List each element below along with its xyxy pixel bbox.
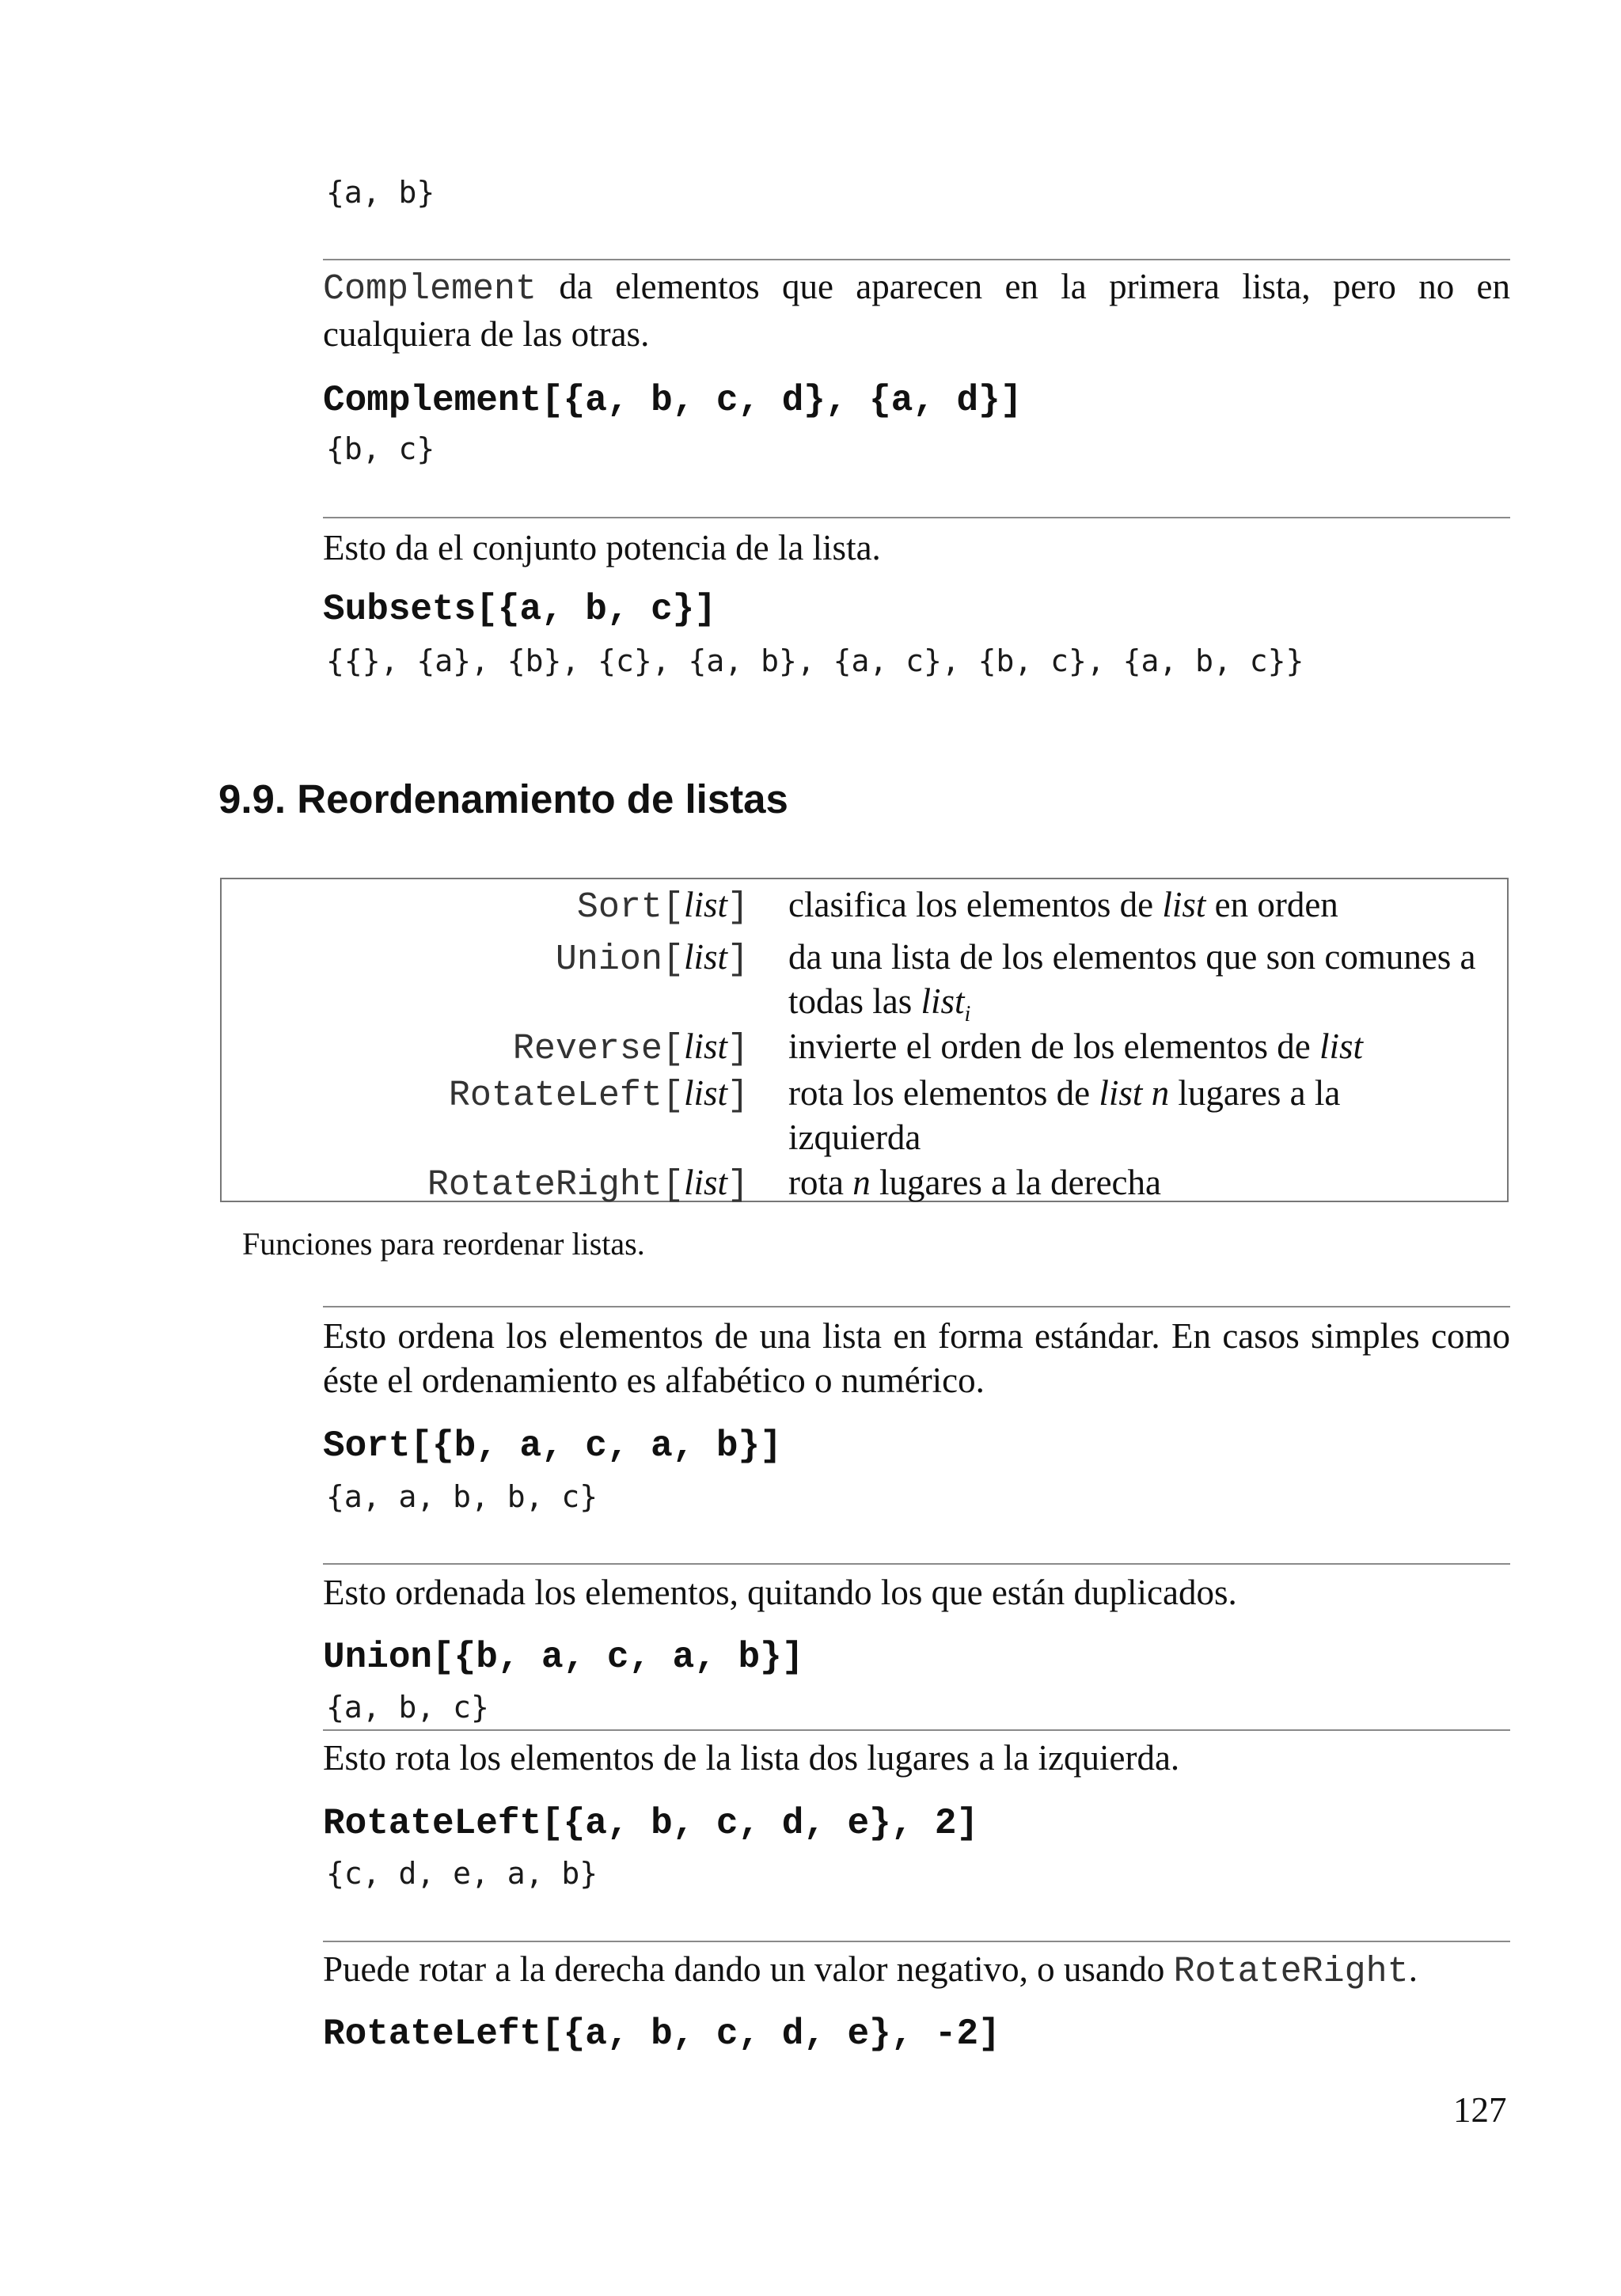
cell-divider: [323, 259, 1510, 260]
cell-divider: [323, 1563, 1510, 1565]
function-description: clasifica los elementos de list en orden: [788, 885, 1338, 924]
code-term: RotateRight: [1173, 1952, 1409, 1992]
function-signature: Reverse[list]: [512, 1027, 749, 1069]
description-text: Esto da el conjunto potencia de la lista.: [323, 528, 881, 567]
function-signature: RotateRight[list]: [427, 1163, 749, 1205]
cell-divider: [323, 1306, 1510, 1307]
function-description: rota n lugares a la derecha: [788, 1163, 1161, 1202]
output-cell: {a, b}: [326, 175, 435, 210]
cell-divider: [323, 1729, 1510, 1731]
input-cell: Union[{b, a, c, a, b}]: [323, 1637, 804, 1678]
cell-divider: [323, 1941, 1510, 1942]
function-description: invierte el orden de los elementos de list: [788, 1027, 1364, 1066]
function-description: rota los elementos de list n lugares a la izquierda: [788, 1073, 1341, 1157]
input-cell: Subsets[{a, b, c}]: [323, 589, 716, 630]
cell-divider: [323, 517, 1510, 518]
function-table: [220, 878, 1509, 1205]
output-cell: {a, b, c}: [326, 1690, 489, 1725]
output-cell: {{}, {a}, {b}, {c}, {a, b}, {a, c}, {b, c}, {a, b, c}}: [326, 643, 1304, 678]
description-text: Esto ordena los elementos de una lista en forma estándar. En casos simples como éste el ordenamiento es alfabético o numérico.: [323, 1316, 1510, 1400]
table-caption: Funciones para reordenar listas.: [242, 1226, 645, 1262]
output-cell: {c, d, e, a, b}: [326, 1856, 598, 1891]
input-cell: Sort[{b, a, c, a, b}]: [323, 1425, 782, 1467]
function-description: da una lista de los elementos que son comunes a todas las list$_i$: [788, 937, 1476, 1027]
description-text: Complement da elementos que aparecen en la primera lista, pero no en cualquiera de las otras.: [323, 267, 1510, 354]
input-cell: Complement[{a, b, c, d}, {a, d}]: [323, 380, 1023, 421]
description-text: Puede rotar a la derecha dando un valor negativo, o usando RotateRight.: [323, 1949, 1418, 1992]
function-signature: RotateLeft[list]: [448, 1073, 749, 1116]
code-term: Complement: [323, 269, 537, 309]
description-text: Esto rota los elementos de la lista dos lugares a la izquierda.: [323, 1738, 1180, 1778]
output-cell: {a, a, b, b, c}: [326, 1479, 598, 1514]
page-number: 127: [1453, 2090, 1507, 2130]
description-text: Esto ordenada los elementos, quitando los que están duplicados.: [323, 1573, 1237, 1612]
output-cell: {b, c}: [326, 431, 435, 466]
function-signature: Union[list]: [555, 937, 749, 980]
input-cell: RotateLeft[{a, b, c, d, e}, -2]: [323, 2013, 1000, 2055]
input-cell: RotateLeft[{a, b, c, d, e}, 2]: [323, 1803, 979, 1844]
function-signature: Sort[list]: [576, 885, 749, 928]
section-heading: 9.9. Reordenamiento de listas: [218, 776, 788, 822]
